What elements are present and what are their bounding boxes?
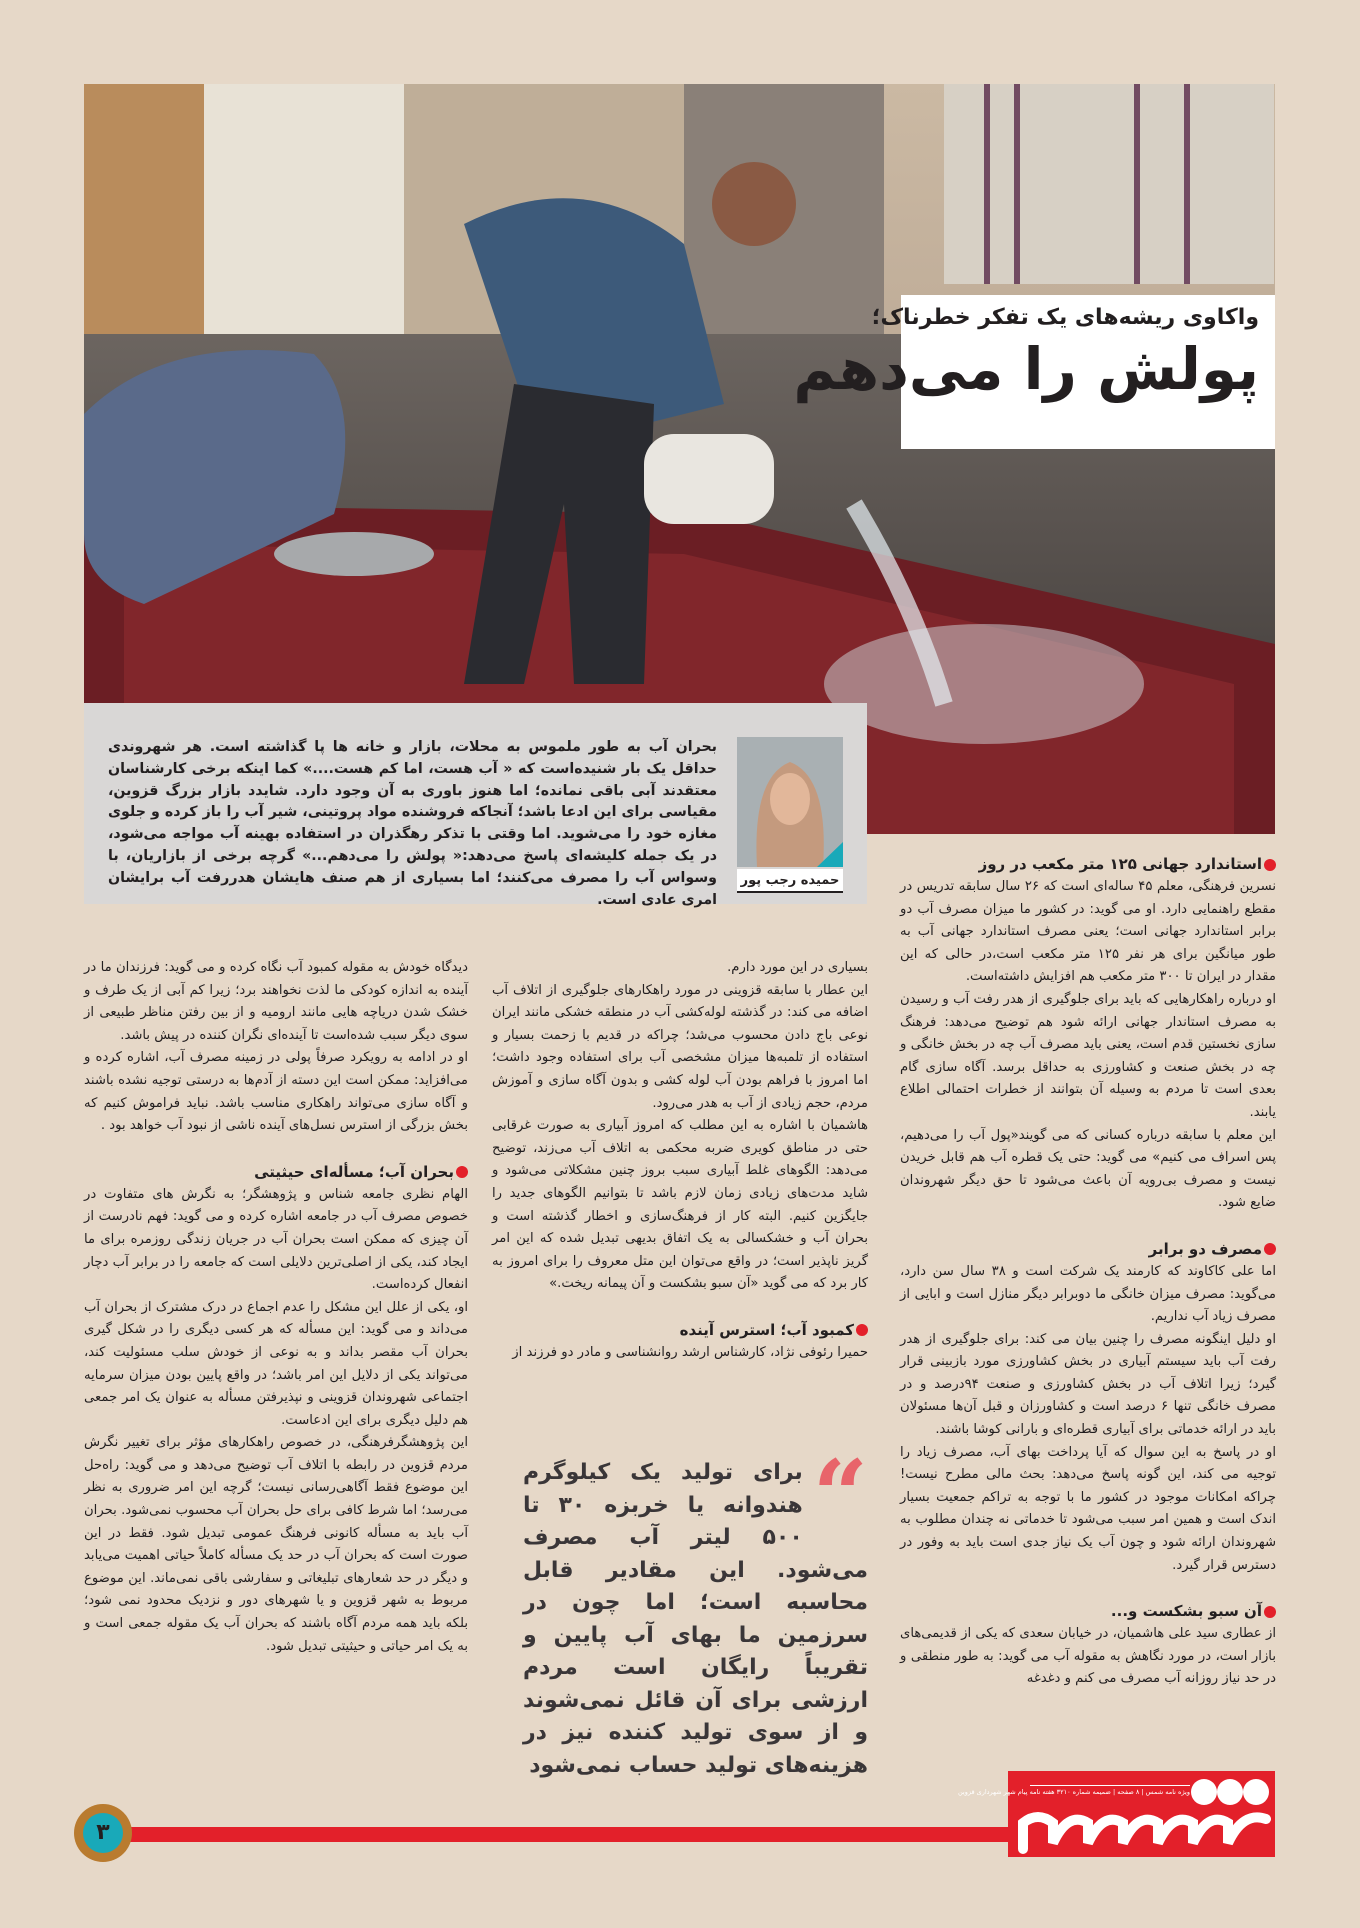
paragraph: الهام نظری جامعه شناس و پژوهشگر؛ به نگرش های متفاوت در خصوص مصرف آب در جامعه اشاره کرده و می گوید: فهم نادرست از آن چیزی که ممکن است بحران آب در جریان زندگی روزمره برای ما ایجاد کند، یکی از اصلی‌ترین دلایلی است که جامعه را در برابر آب دچار انفعال کرده‌است. [84, 1186, 468, 1293]
logo-tagline: ویژه نامه شمس | ۸ صفحه | ضمیمه شماره ۳۲۱۰ هفته نامه پیام شهر شهرداری قزوین [1030, 1785, 1190, 1796]
paragraph: او دلیل اینگونه مصرف را چنین بیان می کند: برای جلوگیری از هدر رفت آب باید سیستم آبیاری در بخش کشاورزی مورد بازبینی قرار گیرد؛ زیرا اتلاف آب در بخش کشاورزی و صنعت ۹۴درصد و در مصرف خانگی تنها ۶ درصد است و کشاورزان و قبل آن‌ها مسئولان باید در ارائه خدماتی برای آبیاری قطره‌ای و بارانی کوشا باشند. [900, 1331, 1276, 1438]
article-headline: پولش را می‌دهم [793, 335, 1259, 403]
lead-paragraph: بحران آب به طور ملموس به محلات، بازار و خانه ها پا گذاشته است. هر شهروندی حداقل یک بار شنیده‌است که « آب هست، اما کم هست....» کما اینکه برخی کارشناسان معتقدند آبی باقی نمانده؛ اما هنوز باوری به آن وجود دارد. شایدد بازار بزرگ قزوین، مقیاسی برای این ادعا باشد؛ آنجاکه فروشنده مواد پروتینی، شیر آب را باز کرده و جلوی مغازه خود را می‌شوید. اما وقتی با تذکر رهگذران در استفاده بهینه آب مواجه می‌شود، در یک جمله کلیشه‌ای پاسخ می‌دهد:« پولش را می‌دهم...» گرچه برخی از بازاریان، با وسواس آب را مصرف می‌کنند؛ اما بسیاری از هم صنف هایشان هدررفت آب برایشان امری عادی است. [108, 739, 717, 908]
paragraph: این پژوهشگرفرهنگی، در خصوص راهکارهای مؤثر برای تغییر نگرش مردم قزوین در رابطه با اتلاف آب توضیح می‌دهد و می گوید: راه‌حل این موضوع فقط آگاهی‌رسانی نیست؛ گرچه این امر ضروری به نظر می‌رسد؛ اما شرط کافی برای حل بحران آب محسوب نمی‌شود. بحران آب باید به مسأله کانونی فرهنگ عمومی تبدیل شود. فقط در این صورت است که بحران آب در حد یک مسأله کاملاً حیاتی اهمیت می‌یابد و دیگر در حد شعارهای تبلیغاتی و سفارشی باقی نمی‌ماند. این موضوع مربوط به شهر قزوین و یا شهرهای دور و نزدیک محدود نمی شود؛ بلکه باید همه مردم آگاه باشند که بحران آب یک مقوله جمعی است و به یک امر حیاتی و حیثیتی تبدیل شود. [84, 1435, 468, 1654]
headline-box [793, 295, 1275, 449]
lead-box [84, 703, 867, 908]
paragraph: حمیرا رئوفی نژاد، کارشناس ارشد روانشناسی و مادر دو فرزند از [512, 1344, 868, 1360]
author-name: حمیده رجب پور [737, 869, 843, 893]
column-right [900, 852, 1276, 1691]
quote-mark-icon: “ [812, 1439, 868, 1552]
article-kicker: واکاوی ریشه‌های یک تفکر خطرناک؛ [871, 305, 1259, 330]
pull-quote-text: برای تولید یک کیلوگرم هندوانه یا خربزه ۳۰ تا ۵۰۰ لیتر آب مصرف می‌شود. این مقادیر قابل محاسبه است؛ اما چون در سرزمین ما بهای آب پایین و تقریباً رایگان است مردم ارزشی برای آن قائل نمی‌شوند و از سوی تولید کننده نیز در هزینه‌های تولید حساب نمی‌شود [523, 1460, 868, 1778]
paragraph: اما علی کاکاوند که کارمند یک شرکت است و ۳۸ سال سن دارد، می‌گوید: مصرف میزان خانگی ما دوبرابر دیگر منازل است و ابایی از مصرف زیاد آب نداریم. [900, 1263, 1276, 1325]
paragraph: نسرین فرهنگی، معلم ۴۵ ساله‌ای است که ۲۶ سال سابقه تدریس در مقطع راهنمایی دارد. او می گوید: در کشور ما میزان مصرف آب دو برابر استاندارد جهانی است؛ یعنی مصرف استاندارد جهانی آب به طور میانگین برای هر نفر ۱۲۵ متر مکعب است،در حالی که این مقدار در ایران تا ۳۰۰ متر مکعب هم افزایش داشته‌است. [900, 879, 1277, 985]
subheading: کمبود آب؛ استرس آینده [492, 1318, 868, 1342]
paragraph: این معلم با سابقه درباره کسانی که می گویند«پول آب را می‌دهیم، پس اسراف می کنیم» می گوید: حتی یک قطره آب هم قابل خریدن نیست و مصرف بی‌رویه آن باعث می‌شود تا حق دیگر شهروندان ضایع شود. [900, 1127, 1276, 1211]
paragraph: هاشمیان با اشاره به این مطلب که امروز آبیاری به صورت غرقابی حتی در مناطق کویری ضربه محکمی به اتلاف آب می‌زند، توضیح می‌دهد: الگوهای غلط آبیاری سبب بروز چنین مشکلاتی می‌شود و شاید مدت‌های زیادی زمان لازم باشد تا بتوانیم الگوهای جدید را جایگزین کنیم. البته کار از فرهنگ‌سازی و اخطار گذشته است و بحران آب و خشکسالی به یک اتفاق بدیهی تبدیل شده که این امر گریز ناپذیر است؛ در واقع می‌توان این متل معروف را برای امروز به کار برد که می گوید «آن سبو بشکست و آن پیمانه ریخت.» [492, 1118, 868, 1292]
author-photo [737, 737, 843, 867]
paragraph: این عطار با سابقه قزوینی در مورد راهکارهای جلوگیری از اتلاف آب اضافه می کند: در گذشته لوله‌کشی آب در منطقه خشکی مانند ایران نوعی باج دادن محسوب می‌شد؛ چراکه در قدیم با زحمت بسیار و استفاده از تلمبه‌ها میزان مشخصی آب برای استفاده وجود داشت؛ اما امروز با فراهم بودن آب لوله کشی و بدون آگاه سازی و آموزش مردم، حجم زیادی از آب به هدر می‌رود. [492, 982, 868, 1111]
bullet-dot-icon [456, 1166, 468, 1178]
column-middle [492, 957, 868, 1365]
column-left [84, 957, 468, 1658]
paragraph: او درباره راهکارهایی که باید برای جلوگیری از هدر رفت آب و رسیدن به مصرف استاندار جهانی ارائه شود هم توضیح می‌دهد: فرهنگ سازی نخستین قدم است، یعنی باید مصرف آب چه در بخش خانگی و چه در بخش صنعت و کشاورزی به حداقل برسد. آگاه سازی گام بعدی است تا مردم به وسیله آن بتوانند از خطرات احتمالی اطلاع یابند. [900, 991, 1276, 1120]
shams-logo [957, 1771, 1275, 1857]
subheading: بحران آب؛ مسأله‌ای حیثیتی [84, 1160, 468, 1184]
paragraph: او در پاسخ به این سوال که آیا پرداخت بهای آب، مصرف زیاد را توجیه می کند، این گونه پاسخ می‌دهد: بحث مالی مطرح نیست! چراکه امکانات موجود در کشور ما با توجه به تراکم جمعیت بسیار اندک است و همین امر سبب می‌شود تا خدماتی نه چندان مطلوب به شهروندان ارائه شود و چون آب یک نیاز جدی است باید به وفور در دسترس قرار گیرد. [900, 1444, 1276, 1573]
bullet-dot-icon [856, 1324, 868, 1336]
page-number: ۳ [83, 1813, 123, 1853]
paragraph: از عطاری سید علی هاشمیان، در خیابان سعدی که یکی از قدیمی‌های بازار است، در مورد نگاهش به مقوله آب می گوید: به طور منطقی و در حد نیاز روزانه آب مصرف می کنم و دغدغه [900, 1626, 1276, 1687]
page-number-badge [74, 1804, 132, 1862]
paragraph: بسیاری در این مورد دارم. [727, 960, 868, 975]
footer-rule [130, 1827, 1010, 1842]
subheading: مصرف دو برابر [900, 1237, 1276, 1261]
paragraph: او در ادامه به رویکرد صرفاً پولی در زمینه مصرف آب، اشاره کرده و می‌افزاید: ممکن است این دسته از آدم‌ها به درستی توجیه نشده باشند و آگاه سازی می‌تواند راهکاری مناسب باشد. نباید فراموش کنیم که بخش بزرگی از استرس نسل‌های آینده ناشی از نبود آب خواهد بود . [84, 1050, 468, 1134]
subheading: آن سبو بشکست و... [900, 1599, 1276, 1623]
pull-quote [523, 1439, 868, 1782]
bullet-dot-icon [1264, 859, 1276, 871]
paragraph: او، یکی از علل این مشکل را عدم اجماع در درک مشترک از بحران آب می‌داند و می گوید: این مسأله که هر کسی دیگری را در شکل گیری بحران آب مقصر بداند و به نوعی از خودش سلب مسئولیت کند، می‌تواند یکی از دلایل این امر باشد؛ در واقع پایین بودن میزان سرمایه اجتماعی شهروندان قزوینی و نپذیرفتن مسأله به عنوان یک امر جمعی هم دلیل دیگری برای این ادعاست. [84, 1299, 468, 1428]
bullet-dot-icon [1264, 1606, 1276, 1618]
subheading: استاندارد جهانی ۱۲۵ متر مکعب در روز [900, 852, 1276, 876]
bullet-dot-icon [1264, 1243, 1276, 1255]
paragraph: دیدگاه خودش به مقوله کمبود آب نگاه کرده و می گوید: فرزندان ما در آینده به اندازه کودکی ما لذت نخواهند برد؛ زیرا کم آبی از یک طرف و خشک شدن دریاچه هایی مانند ارومیه و از بین رفتن مناظر طبیعی از سوی دیگر سبب شده‌است تا آینده‌ای نگران کننده در پیش باشد. [84, 960, 468, 1043]
